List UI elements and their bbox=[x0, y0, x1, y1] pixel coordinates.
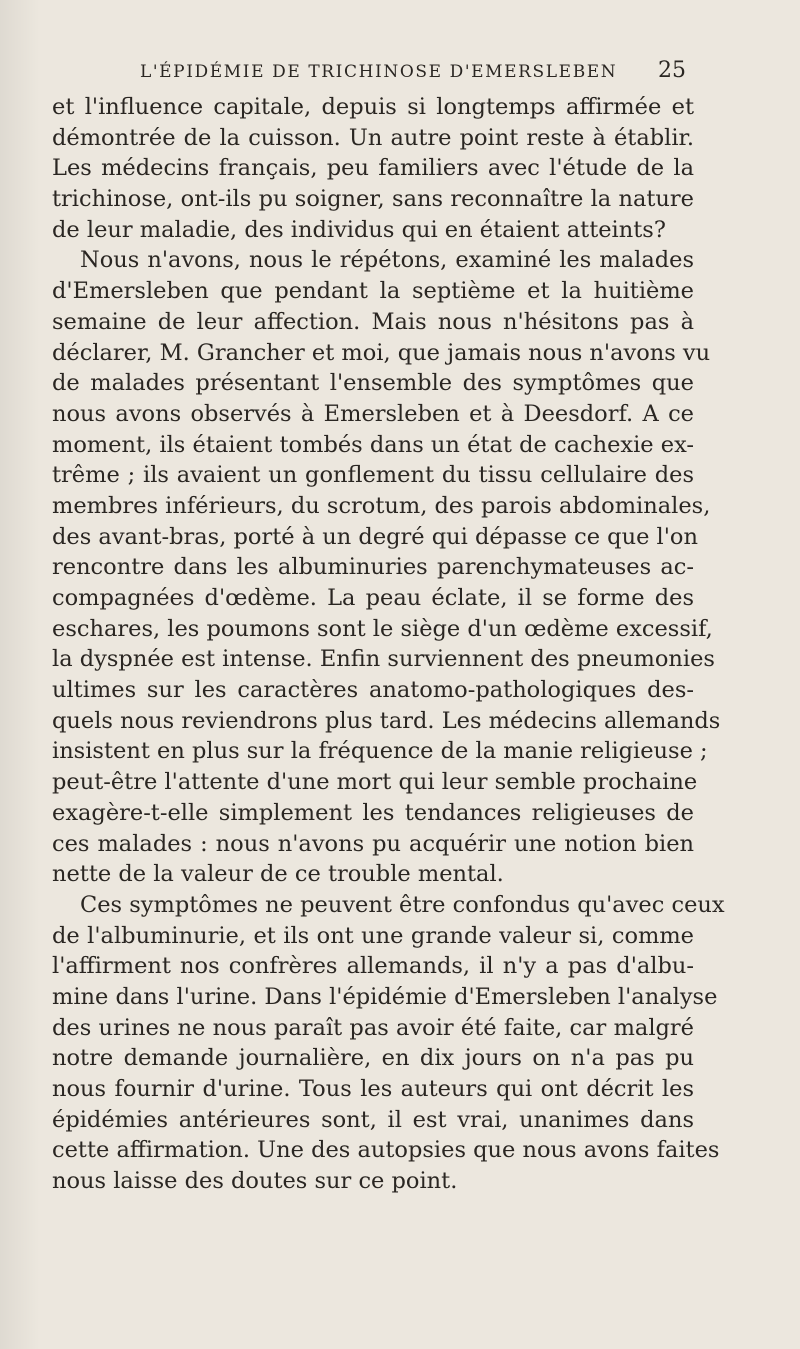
running-head bbox=[60, 58, 686, 94]
text-line: des avant-bras, porté à un degré qui dépasse ce que l'on bbox=[52, 523, 698, 550]
text-line: peut-être l'attente d'une mort qui leur semble prochaine bbox=[52, 769, 698, 796]
text-line: des urines ne nous paraît pas avoir été faite, car malgré bbox=[52, 1014, 694, 1041]
text-line: d'Emersleben que pendant la septième et la huitième bbox=[52, 278, 694, 305]
text-line: exagère-t-elle simplement les tendances religieuses de bbox=[52, 799, 694, 826]
text-line: moment, ils étaient tombés dans un état de cachexie ex- bbox=[52, 431, 694, 458]
text-line: mine dans l'urine. Dans l'épidémie d'Emersleben l'analyse bbox=[52, 983, 718, 1010]
text-line: démontrée de la cuisson. Un autre point reste à établir. bbox=[52, 124, 694, 151]
text-line: rencontre dans les albuminuries parenchymateuses ac- bbox=[52, 554, 694, 581]
text-line: cette affirmation. Une des autopsies que nous avons faites bbox=[52, 1137, 720, 1164]
text-line: membres inférieurs, du scrotum, des parois abdominales, bbox=[52, 492, 711, 519]
text-line: eschares, les poumons sont le siège d'un œdème excessif, bbox=[52, 615, 713, 642]
text-line: compagnées d'œdème. La peau éclate, il se forme des bbox=[52, 585, 694, 611]
text-line: quels nous reviendrons plus tard. Les médecins allemands bbox=[52, 707, 721, 734]
text-line: nous laisse des doutes sur ce point. bbox=[52, 1168, 458, 1195]
text-line: de l'albuminurie, et ils ont une grande valeur si, comme bbox=[52, 922, 694, 949]
text-line: nette de la valeur de ce trouble mental. bbox=[52, 861, 504, 888]
text-line: notre demande journalière, en dix jours on n'a pas pu bbox=[52, 1045, 694, 1072]
running-title: L'ÉPIDÉMIE DE TRICHINOSE D'EMERSLEBEN bbox=[140, 62, 618, 82]
page-number: 25 bbox=[658, 58, 686, 83]
paragraph-start-line: Ces symptômes ne peuvent être confondus qu'avec ceux bbox=[80, 891, 725, 918]
text-line: semaine de leur affection. Mais nous n'hésitons pas à bbox=[52, 308, 694, 335]
paragraph-start-line: Nous n'avons, nous le répétons, examiné les malades bbox=[80, 247, 694, 274]
text-line: et l'influence capitale, depuis si longtemps affirmée et bbox=[52, 94, 694, 120]
text-line: de leur maladie, des individus qui en étaient atteints? bbox=[52, 216, 666, 243]
text-line: nous fournir d'urine. Tous les auteurs qui ont décrit les bbox=[52, 1076, 694, 1102]
body-text bbox=[52, 92, 725, 1197]
text-line: nous avons observés à Emersleben et à Deesdorf. A ce bbox=[52, 400, 694, 427]
text-line: déclarer, M. Grancher et moi, que jamais nous n'avons vu bbox=[52, 339, 711, 366]
text-line: de malades présentant l'ensemble des symptômes que bbox=[52, 370, 694, 397]
text-line: trême ; ils avaient un gonflement du tissu cellulaire des bbox=[52, 462, 694, 489]
text-line: épidémies antérieures sont, il est vrai, unanimes dans bbox=[52, 1106, 694, 1133]
text-line: ces malades : nous n'avons pu acquérir une notion bien bbox=[52, 830, 694, 857]
text-line: ultimes sur les caractères anatomo-pathologiques des- bbox=[52, 677, 694, 704]
text-line: la dyspnée est intense. Enfin surviennent des pneumonies bbox=[52, 646, 715, 673]
text-line: trichinose, ont-ils pu soigner, sans reconnaître la nature bbox=[52, 186, 694, 213]
text-line: l'affirment nos confrères allemands, il n'y a pas d'albu- bbox=[52, 953, 694, 980]
text-line: Les médecins français, peu familiers avec l'étude de la bbox=[52, 155, 694, 182]
text-line: insistent en plus sur la fréquence de la manie religieuse ; bbox=[52, 738, 708, 765]
